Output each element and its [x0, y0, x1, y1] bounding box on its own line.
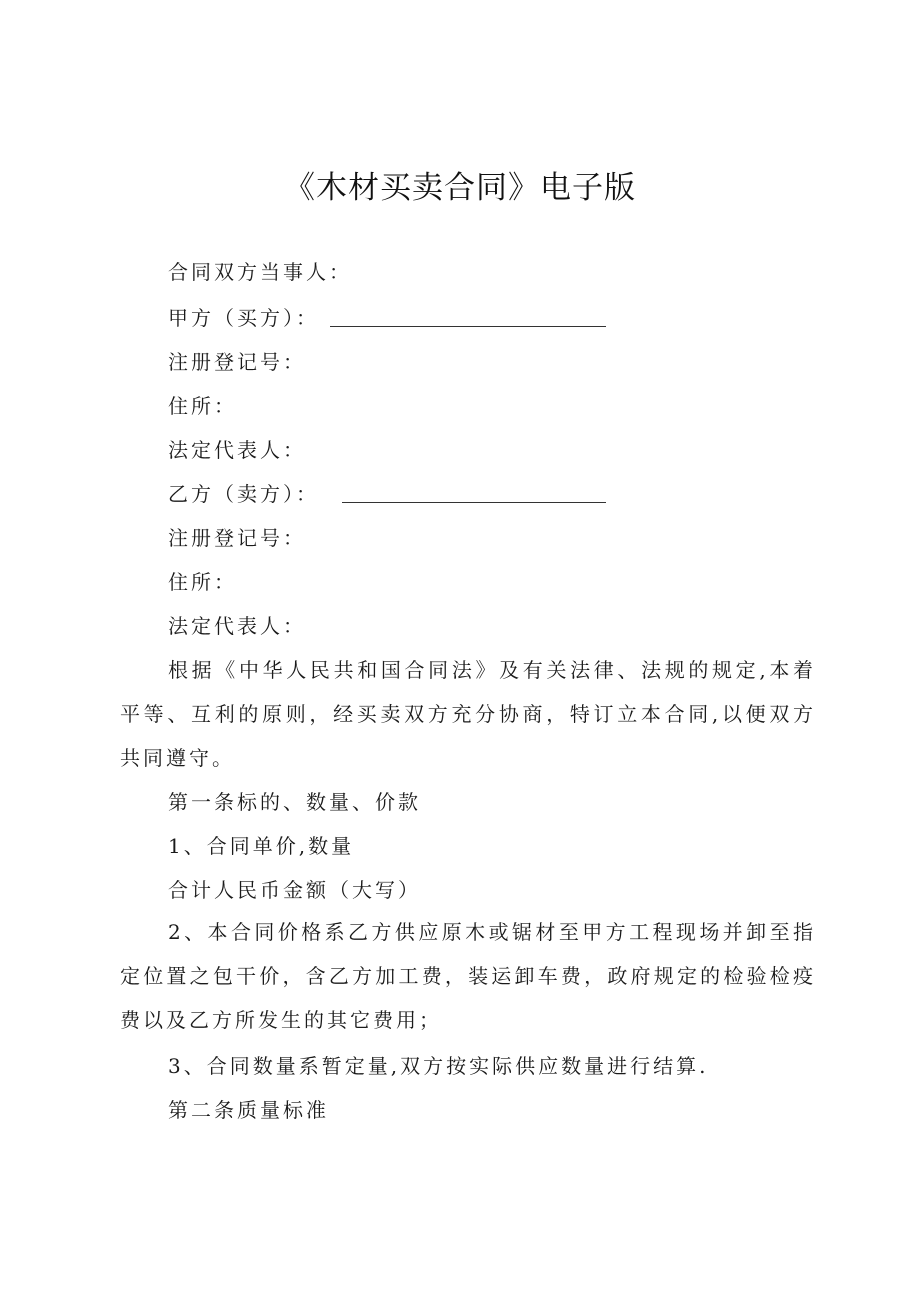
party-b-name-blank[interactable] — [342, 502, 606, 503]
party-b-representative: 法定代表人： — [168, 614, 306, 638]
article2-heading: 第二条质量标准 — [168, 1098, 329, 1122]
article1-heading: 第一条标的、数量、价款 — [168, 790, 421, 814]
party-a-representative: 法定代表人： — [168, 438, 306, 462]
party-a-label: 甲方（买方）： — [168, 306, 319, 330]
parties-header: 合同双方当事人： — [168, 260, 352, 284]
party-a-address: 住所： — [168, 394, 237, 418]
article1-item1: 1、合同单价,数量 — [168, 834, 355, 858]
party-b-registration: 注册登记号： — [168, 526, 306, 550]
article1-total: 合计人民币金额（大写） — [168, 878, 421, 902]
preamble-paragraph: 根据《中华人民共和国合同法》及有关法律、法规的规定,本着平等、互利的原则，经买卖双方充分协商，特订立本合同,以便双方共同遵守。 — [120, 658, 816, 770]
party-b-address: 住所： — [168, 570, 237, 594]
article1-item2: 2、本合同价格系乙方供应原木或锯材至甲方工程现场并卸至指定位置之包干价，含乙方加工费，装运卸车费，政府规定的检验检疫费以及乙方所发生的其它费用； — [120, 920, 816, 1032]
document-title: 《木材买卖合同》电子版 — [284, 170, 636, 206]
party-b-label: 乙方（卖方）： — [168, 482, 319, 506]
party-a-name-blank[interactable] — [330, 326, 606, 327]
article1-item3: 3、合同数量系暂定量,双方按实际供应数量进行结算. — [168, 1054, 709, 1078]
party-a-registration: 注册登记号： — [168, 350, 306, 374]
